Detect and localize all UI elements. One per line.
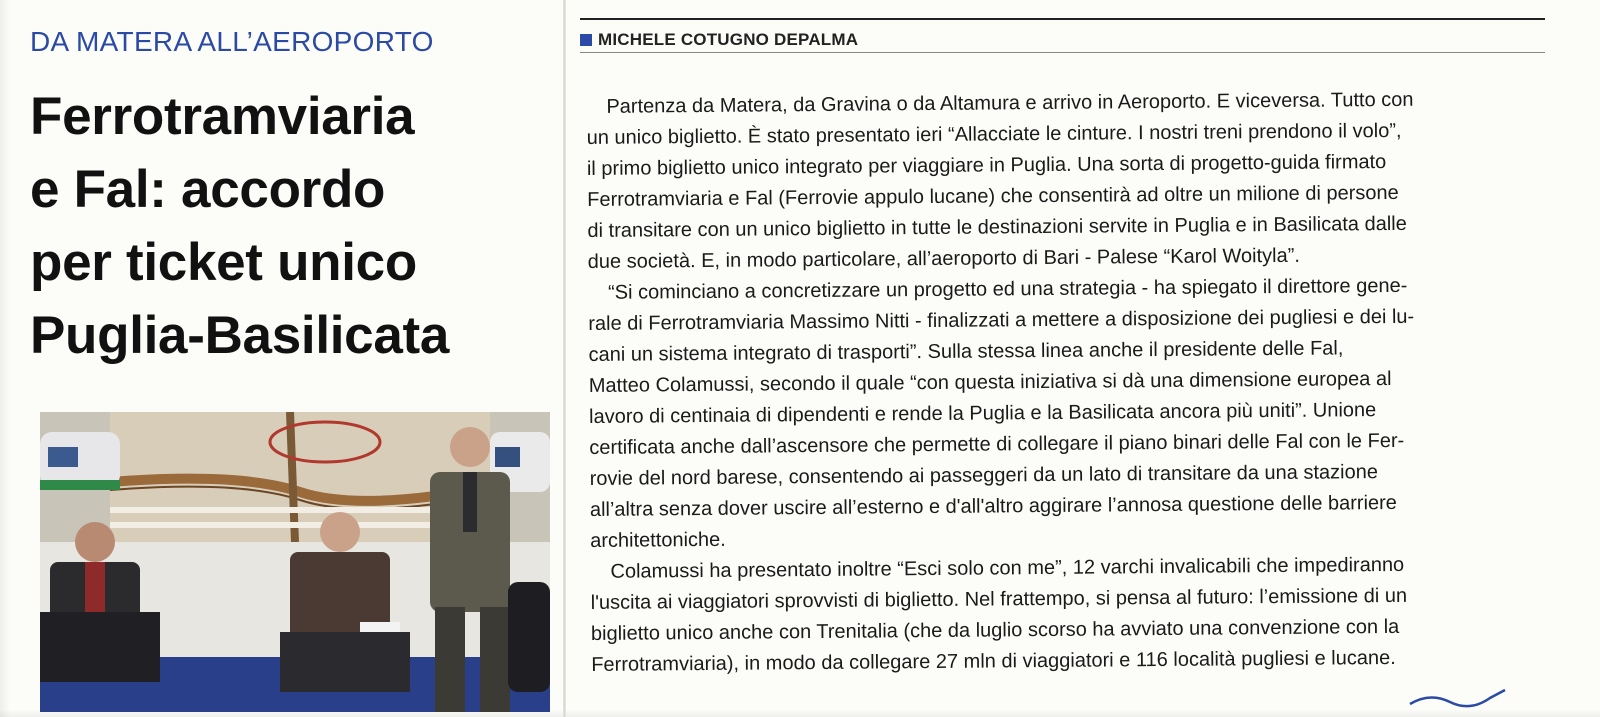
column-divider <box>563 0 566 717</box>
body-line: Colamussi ha presentato inoltre “Esci solo con me”, 12 varchi invalicabili che impediranno <box>610 553 1405 583</box>
byline <box>580 30 858 50</box>
body-line: due società. E, in modo particolare, all’aeroporto di Bari - Palese “Karol Woityla”. <box>587 244 1301 273</box>
body-line: biglietto unico anche con Trenitalia (che da luglio scorso ha avviato una convenzione con la <box>590 615 1400 645</box>
body-line: architettoniche. <box>590 528 726 552</box>
press-conference-photo <box>40 412 550 712</box>
article-body <box>586 54 1556 681</box>
body-line: lavoro di centinaia di dipendenti e rende la Puglia e la Basilicata ancora più uniti”. Unione <box>589 399 1377 428</box>
body-line: Matteo Colamussi, secondo il quale “con questa iniziativa si dà una dimensione europea al <box>588 367 1392 397</box>
byline-text: MICHELE COTUGNO DEPALMA <box>598 30 859 49</box>
headline <box>30 80 555 372</box>
right-column <box>580 12 1565 712</box>
body-line: cani un sistema integrato di trasporti”. Sulla stessa linea anche il presidente delle Fal, <box>588 337 1344 366</box>
body-line: l'uscita ai viaggiatori sprovvisti di biglietto. Nel frattempo, si pensa al futuro: l’emissione di un <box>590 584 1408 614</box>
pen-scribble-mark <box>1405 686 1525 710</box>
body-line: il primo biglietto unico integrato per viaggiare in Puglia. Una sorta di progetto-guida firmato <box>586 151 1387 180</box>
body-line: di transitare con un unico biglietto in tutte le destinazioni servite in Puglia e in Basilicata dalle <box>587 212 1407 242</box>
headline-line: per ticket unico <box>30 233 417 292</box>
byline-rule <box>580 52 1545 53</box>
headline-line: Ferrotramviaria <box>30 87 415 146</box>
press-conference-photo-drawing <box>40 412 550 712</box>
headline-line: e Fal: accordo <box>30 160 386 219</box>
body-line: rovie del nord barese, consentendo ai passeggeri da un lato di transitare da una stazione <box>589 461 1379 490</box>
body-line: un unico biglietto. È stato presentato ieri “Allacciate le cinture. I nostri treni prendono il volo”, <box>586 119 1402 149</box>
body-line: Ferrotramviaria), in modo da collegare 27 mln di viaggiatori e 116 località pugliesi e lucane. <box>591 646 1396 676</box>
byline-square-icon <box>580 34 592 46</box>
body-line: certificata anche dall’ascensore che permette di collegare il piano binari delle Fal con le Fer- <box>589 429 1405 459</box>
kicker: DA MATERA ALL’AEROPORTO <box>30 26 434 57</box>
body-line: all’altra senza dover uscire all’esterno e d'all'altro aggirare l’annosa questione delle barriere <box>589 491 1397 521</box>
body-line: Ferrotramviaria e Fal (Ferrovie appulo lucane) che consentirà ad oltre un milione di persone <box>587 181 1399 211</box>
top-rule <box>580 18 1545 20</box>
headline-line: Puglia-Basilicata <box>30 306 450 365</box>
body-line: Partenza da Matera, da Gravina o da Altamura e arrivo in Aeroporto. E viceversa. Tutto con <box>606 88 1414 118</box>
left-column <box>18 20 558 710</box>
body-line: rale di Ferrotramviaria Massimo Nitti - finalizzati a mettere a disposizione dei pugliesi e dei lu- <box>588 305 1415 335</box>
body-line: “Si cominciano a concretizzare un progetto ed una strategia - ha spiegato il direttore gene- <box>607 274 1408 304</box>
